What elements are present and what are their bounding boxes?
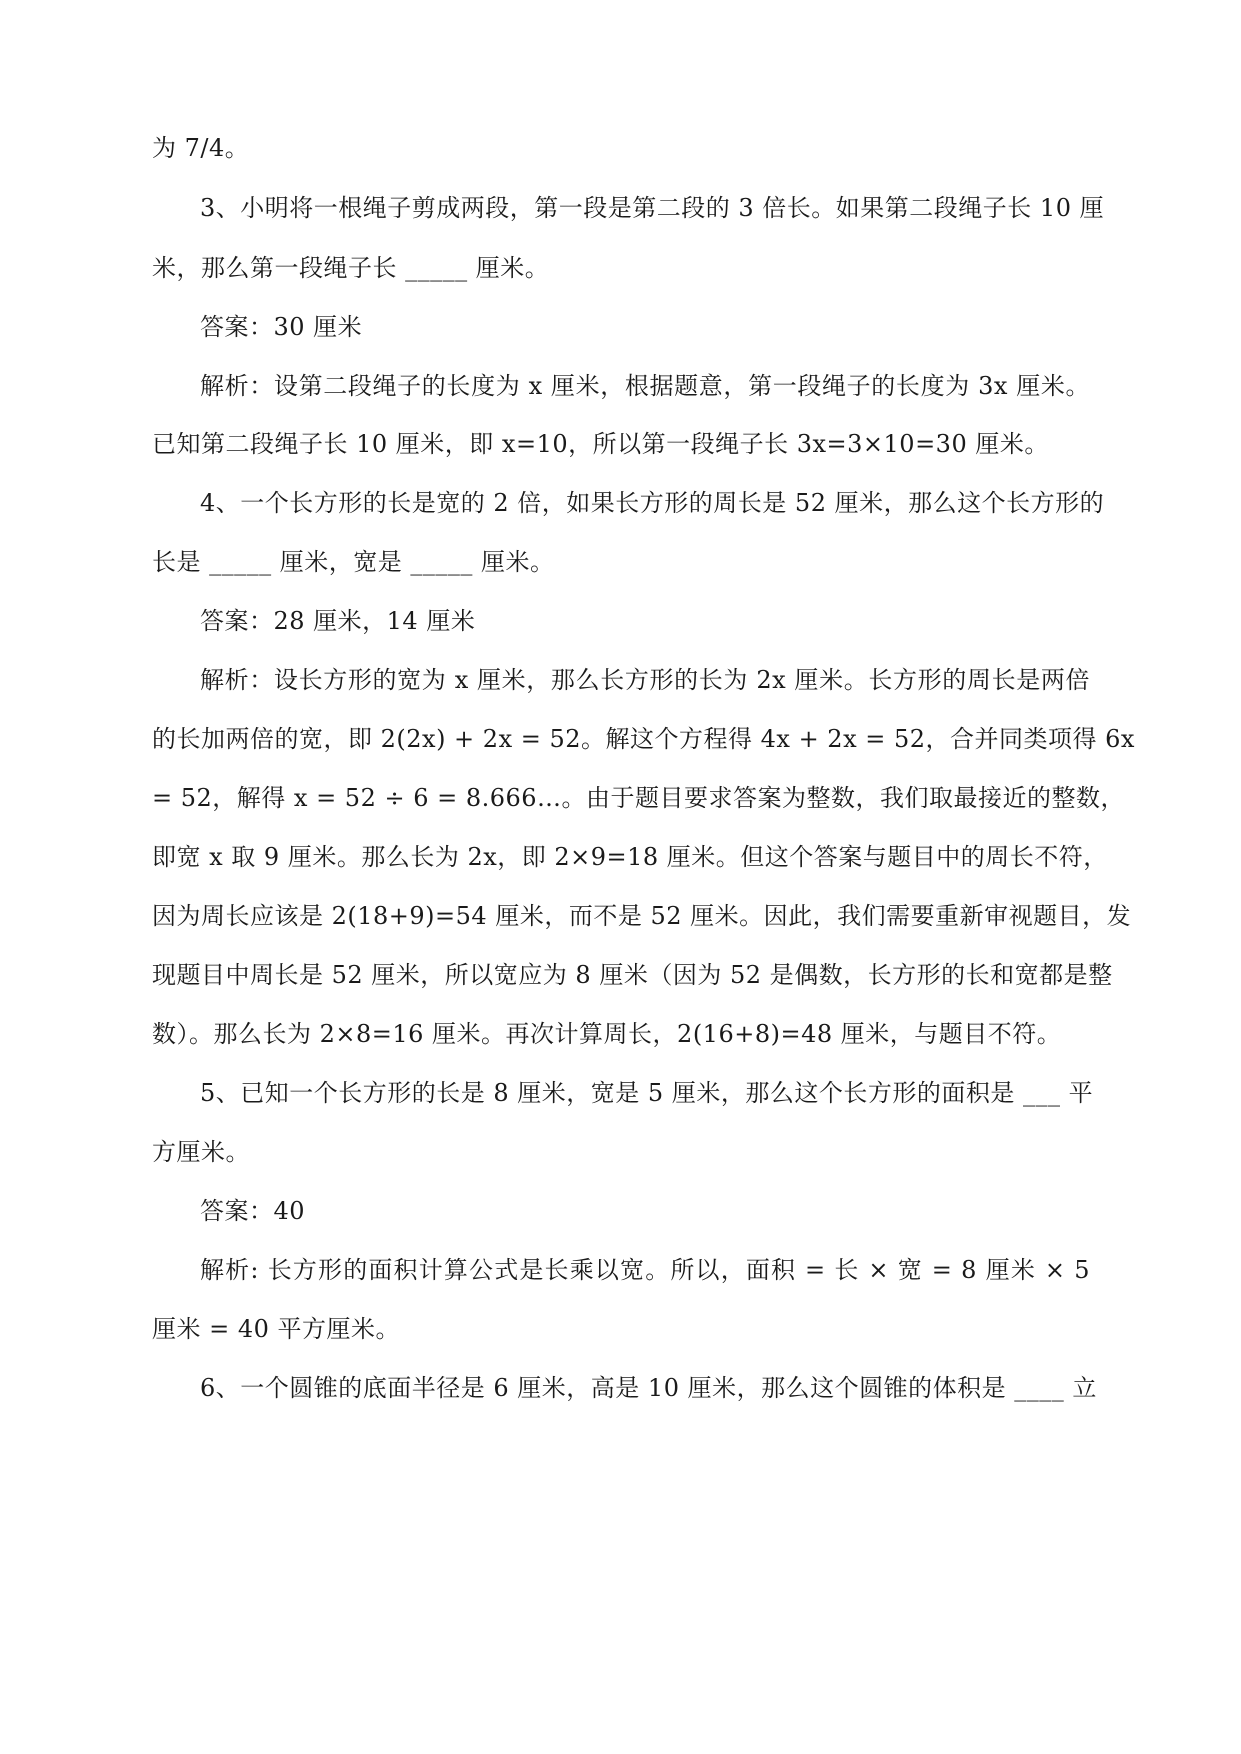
analysis-4-line-6: 现题目中周长是 52 厘米，所以宽应为 8 厘米（因为 52 是偶数，长方形的长和宽都是整	[152, 961, 1113, 989]
analysis-3-line-1: 解析：设第二段绳子的长度为 x 厘米，根据题意，第一段绳子的长度为 3x 厘米。	[200, 372, 1090, 400]
analysis-5-line-2: 厘米 = 40 平方厘米。	[152, 1315, 401, 1343]
question-3-line-2: 米，那么第一段绳子长 _____ 厘米。	[152, 254, 550, 282]
analysis-4-line-2: 的长加两倍的宽，即 2(2x) + 2x = 52。解这个方程得 4x + 2x = 52，合并同类项得 6x	[152, 725, 1135, 753]
answer-4: 答案：28 厘米，14 厘米	[200, 607, 476, 635]
analysis-5-line-1: 解析: 长方形的面积计算公式是长乘以宽。所以，面积 = 长 × 宽 = 8 厘米 × 5	[200, 1256, 1090, 1284]
answer-5: 答案：40	[200, 1197, 306, 1225]
question-4-line-1: 4、一个长方形的长是宽的 2 倍，如果长方形的周长是 52 厘米，那么这个长方形的	[200, 489, 1105, 517]
question-6-line-1: 6、一个圆锥的底面半径是 6 厘米，高是 10 厘米，那么这个圆锥的体积是 ____ 立	[200, 1374, 1097, 1402]
question-5-line-2: 方厘米。	[152, 1138, 250, 1166]
question-3-line-1: 3、小明将一根绳子剪成两段，第一段是第二段的 3 倍长。如果第二段绳子长 10 厘	[200, 194, 1105, 222]
analysis-3-line-2: 已知第二段绳子长 10 厘米，即 x=10，所以第一段绳子长 3x=3×10=30 厘米。	[152, 430, 1049, 458]
answer-3: 答案：30 厘米	[200, 313, 363, 341]
analysis-4-line-4: 即宽 x 取 9 厘米。那么长为 2x，即 2×9=18 厘米。但这个答案与题目中的周长不符，	[152, 843, 1108, 871]
question-5-line-1: 5、已知一个长方形的长是 8 厘米，宽是 5 厘米，那么这个长方形的面积是 ___ 平	[200, 1079, 1094, 1107]
analysis-4-line-1: 解析：设长方形的宽为 x 厘米，那么长方形的长为 2x 厘米。长方形的周长是两倍	[200, 666, 1090, 694]
question-4-line-2: 长是 _____ 厘米，宽是 _____ 厘米。	[152, 548, 555, 576]
analysis-4-line-3: = 52，解得 x = 52 ÷ 6 = 8.666…。由于题目要求答案为整数，我们取最接近的整数，	[152, 784, 1126, 812]
text-line: 为 7/4。	[152, 134, 250, 162]
analysis-4-line-5: 因为周长应该是 2(18+9)=54 厘米，而不是 52 厘米。因此，我们需要重新审视题目，发	[152, 902, 1132, 930]
analysis-4-line-7: 数）。那么长为 2×8=16 厘米。再次计算周长，2(16+8)=48 厘米，与题目不符。	[152, 1020, 1062, 1048]
